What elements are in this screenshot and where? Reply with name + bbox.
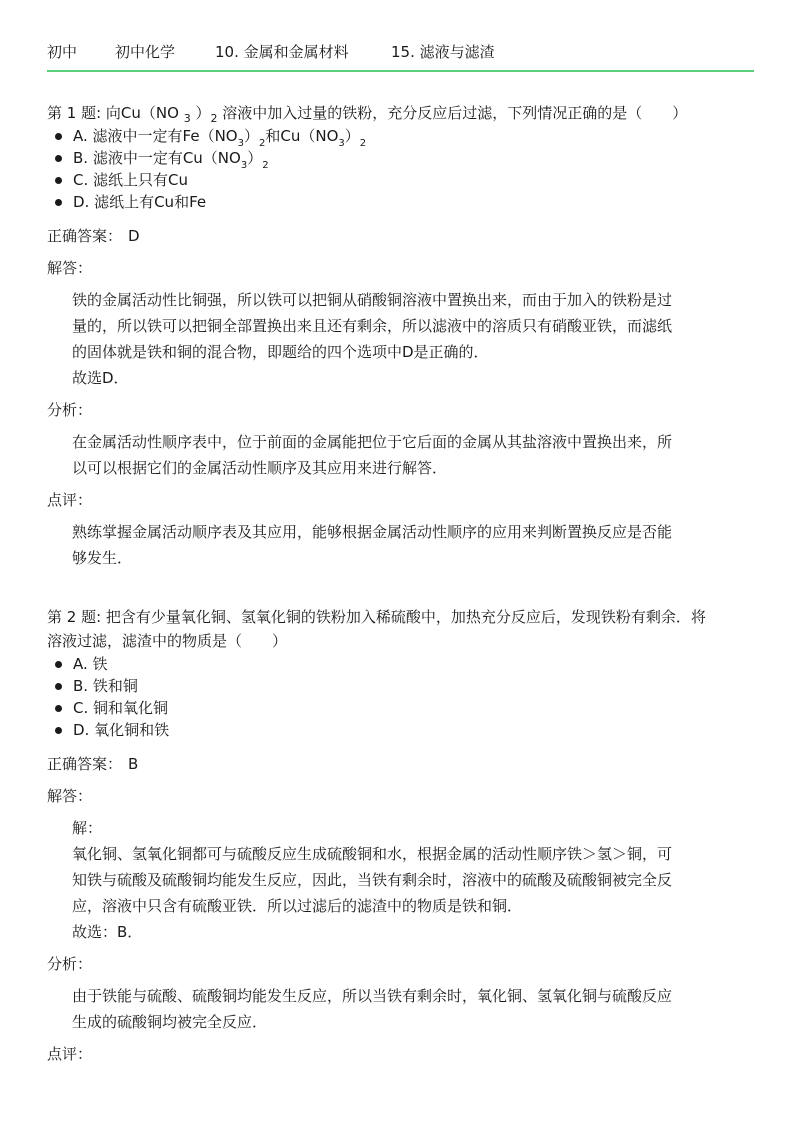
question-title	[47, 605, 757, 653]
explain-label: 解答：	[47, 787, 93, 805]
answer-label: 正确答案：	[47, 227, 123, 245]
analysis-label: 分析：	[47, 401, 93, 419]
explain-body	[47, 815, 757, 945]
comment-label: 点评：	[47, 491, 93, 509]
option-d: D. 滤纸上有Cu和Fe	[73, 191, 757, 213]
question-2	[47, 605, 757, 1067]
option-a: A. 铁	[73, 653, 757, 675]
explain-line: 知铁与硫酸及硫酸铜均能发生反应，因此，当铁有剩余时，溶液中的硫酸及硫酸铜被完全反	[72, 871, 673, 889]
analysis-line: 生成的硫酸铜均被完全反应．	[72, 1013, 268, 1031]
explain-line: 故选D．	[72, 369, 129, 387]
answer-value: D	[128, 227, 140, 245]
analysis-body	[47, 429, 757, 481]
comment-label: 点评：	[47, 1045, 93, 1063]
breadcrumb-chapter[interactable]: 10. 金属和金属材料	[215, 42, 349, 61]
option-c: C. 滤纸上只有Cu	[73, 169, 757, 191]
analysis-line: 以可以根据它们的金属活动性顺序及其应用来进行解答．	[72, 459, 448, 477]
analysis-line: 在金属活动性顺序表中，位于前面的金属能把位于它后面的金属从其盐溶液中置换出来，所	[72, 433, 673, 451]
explain-line: 氧化铜、氢氧化铜都可与硫酸反应生成硫酸铜和水，根据金属的活动性顺序铁＞氢＞铜，可	[72, 845, 673, 863]
option-b: B. 铁和铜	[73, 675, 757, 697]
answer-label: 正确答案：	[47, 755, 123, 773]
correct-answer	[47, 223, 757, 249]
breadcrumb	[47, 40, 495, 62]
title-subscript: 3	[183, 112, 191, 125]
comment-line: 够发生．	[72, 549, 133, 567]
option-d: D. 氧化铜和铁	[73, 719, 757, 741]
explain-body	[47, 287, 757, 391]
correct-answer	[47, 751, 757, 777]
title-part: 溶液中加入过量的铁粉，充分反应后过滤，下列情况正确的是（ ）	[217, 104, 688, 122]
analysis-line: 由于铁能与硫酸、硫酸铜均能发生反应，所以当铁有剩余时，氧化铜、氢氧化铜与硫酸反应	[72, 987, 673, 1005]
analysis-label: 分析：	[47, 955, 93, 973]
explain-line: 铁的金属活动性比铜强，所以铁可以把铜从硝酸铜溶液中置换出来，而由于加入的铁粉是过	[72, 291, 673, 309]
question-1	[47, 101, 757, 571]
explain-line: 量的，所以铁可以把铜全部置换出来且还有剩余，所以滤液中的溶质只有硝酸亚铁，而滤纸	[72, 317, 673, 335]
title-part: ）	[190, 104, 211, 122]
title-subscript: 2	[210, 112, 218, 125]
content	[47, 101, 757, 1067]
comment-body	[47, 519, 757, 571]
option-c: C. 铜和氧化铜	[73, 697, 757, 719]
explain-line: 解：	[72, 819, 103, 837]
title-line: 溶液过滤，滤渣中的物质是（ ）	[47, 632, 288, 650]
explain-line: 应，溶液中只含有硫酸亚铁．所以过滤后的滤渣中的物质是铁和铜．	[72, 897, 523, 915]
option-a: A. 滤液中一定有$Fe(NO_3)_2$和$Cu(NO_3)_2$	[73, 125, 757, 147]
analysis-body	[47, 983, 757, 1035]
breadcrumb-topic[interactable]: 15. 滤液与滤渣	[391, 42, 495, 61]
header-divider	[47, 70, 754, 72]
explain-line: 故选：B．	[72, 923, 143, 941]
title-line: 第 2 题: 把含有少量氧化铜、氢氧化铜的铁粉加入稀硫酸中，加热充分反应后，发现铁粉有剩余．将	[47, 608, 706, 626]
answer-value: B	[128, 755, 139, 773]
option-list	[47, 653, 757, 741]
option-b: B. 滤液中一定有$Cu(NO_3)_2$	[73, 147, 757, 169]
breadcrumb-level[interactable]: 初中	[47, 42, 78, 61]
question-title	[47, 101, 757, 125]
breadcrumb-subject[interactable]: 初中化学	[115, 42, 176, 61]
explain-label: 解答：	[47, 259, 93, 277]
comment-line: 熟练掌握金属活动顺序表及其应用，能够根据金属活动性顺序的应用来判断置换反应是否能	[72, 523, 673, 541]
explain-line: 的固体就是铁和铜的混合物，即题给的四个选项中D是正确的．	[72, 343, 489, 361]
title-part: 第 1 题: 向Cu（NO	[47, 104, 184, 122]
option-list	[47, 125, 757, 213]
